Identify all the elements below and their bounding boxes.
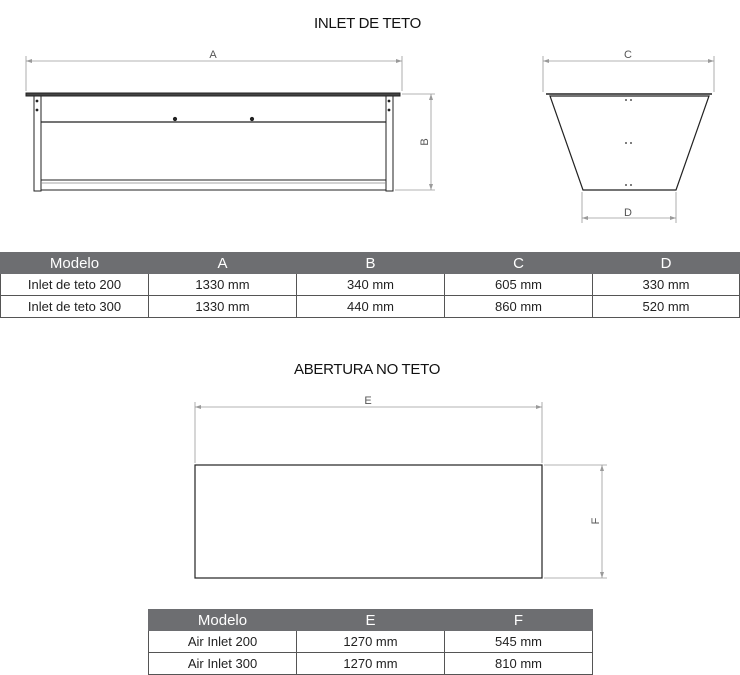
table-cell: Air Inlet 300 xyxy=(149,653,297,675)
ceiling-opening-rect xyxy=(195,465,542,578)
table-cell: 605 mm xyxy=(445,274,593,296)
table-cell: 1270 mm xyxy=(297,631,445,653)
header-cell: Modelo xyxy=(149,610,297,631)
table-cell: 1330 mm xyxy=(149,274,297,296)
table-cell: 1270 mm xyxy=(297,653,445,675)
dim-label-c: C xyxy=(624,49,632,61)
opening-spec-table xyxy=(148,609,593,675)
table-row xyxy=(149,631,593,653)
header-cell: Modelo xyxy=(1,253,149,274)
table-cell: 520 mm xyxy=(593,296,740,318)
dim-label-a: A xyxy=(209,49,217,61)
table-cell: 340 mm xyxy=(297,274,445,296)
table-cell: Air Inlet 200 xyxy=(149,631,297,653)
dim-label-b: B xyxy=(419,138,431,146)
opening-title: ABERTURA NO TETO xyxy=(294,361,441,378)
table-cell: 545 mm xyxy=(445,631,593,653)
table-row xyxy=(149,653,593,675)
dim-label-d: D xyxy=(624,207,632,219)
dimension-c xyxy=(543,56,714,92)
dim-label-e: E xyxy=(364,395,372,407)
side-view xyxy=(546,94,712,190)
header-cell: B xyxy=(297,253,445,274)
table-header-row xyxy=(149,610,593,631)
header-cell: A xyxy=(149,253,297,274)
dimension-e xyxy=(195,402,542,463)
table-cell: Inlet de teto 300 xyxy=(1,296,149,318)
header-cell: C xyxy=(445,253,593,274)
table-cell: 1330 mm xyxy=(149,296,297,318)
table-cell: 330 mm xyxy=(593,274,740,296)
front-view xyxy=(26,93,400,191)
table-cell: Inlet de teto 200 xyxy=(1,274,149,296)
header-cell: F xyxy=(445,610,593,631)
inlet-spec-table xyxy=(0,252,740,318)
table-cell: 860 mm xyxy=(445,296,593,318)
dim-label-f: F xyxy=(590,517,602,525)
table-cell: 440 mm xyxy=(297,296,445,318)
inlet-title: INLET DE TETO xyxy=(314,15,421,32)
dimension-a xyxy=(26,56,402,91)
table-cell: 810 mm xyxy=(445,653,593,675)
table-header-row xyxy=(1,253,740,274)
table-row xyxy=(1,296,740,318)
header-cell: D xyxy=(593,253,740,274)
table-row xyxy=(1,274,740,296)
header-cell: E xyxy=(297,610,445,631)
